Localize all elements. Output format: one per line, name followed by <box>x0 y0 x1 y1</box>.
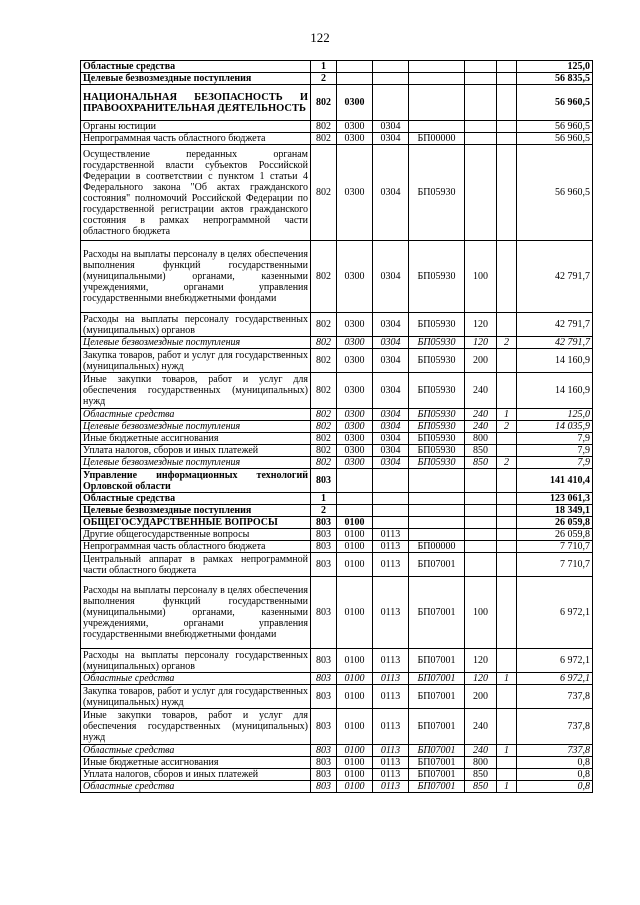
row-source-cell <box>497 649 517 673</box>
table-row <box>81 421 593 433</box>
row-subsection-cell: 0304 <box>373 313 409 337</box>
table-row <box>81 313 593 337</box>
row-expense-type-cell <box>465 133 497 145</box>
row-source-cell <box>497 541 517 553</box>
table-row <box>81 133 593 145</box>
row-expense-type-cell: 100 <box>465 577 497 649</box>
row-sum-cell: 14 160,9 <box>517 373 593 409</box>
row-expense-type-cell: 120 <box>465 313 497 337</box>
row-target-article-cell <box>409 493 465 505</box>
row-expense-type-cell: 850 <box>465 457 497 469</box>
row-section-cell: 0300 <box>337 373 373 409</box>
row-name-cell: Иные бюджетные ассигнования <box>81 433 311 445</box>
row-grbs-cell: 803 <box>311 517 337 529</box>
row-subsection-cell: 0304 <box>373 337 409 349</box>
row-section-cell: 0300 <box>337 241 373 313</box>
row-source-cell <box>497 685 517 709</box>
row-source-cell <box>497 493 517 505</box>
row-name-cell: Областные средства <box>81 409 311 421</box>
row-sum-cell: 737,8 <box>517 709 593 745</box>
row-subsection-cell: 0113 <box>373 769 409 781</box>
row-name-cell: Иные закупки товаров, работ и услуг для обеспечения государственных (муниципальных) нужд <box>81 709 311 745</box>
row-target-article-cell <box>409 85 465 121</box>
row-section-cell: 0100 <box>337 517 373 529</box>
row-name-cell: Иные бюджетные ассигнования <box>81 757 311 769</box>
row-name-cell: Расходы на выплаты персоналу государственных (муниципальных) органов <box>81 649 311 673</box>
row-section-cell: 0100 <box>337 757 373 769</box>
row-grbs-cell: 802 <box>311 373 337 409</box>
table-row <box>81 409 593 421</box>
row-grbs-cell: 802 <box>311 241 337 313</box>
table-row <box>81 709 593 745</box>
row-source-cell: 2 <box>497 337 517 349</box>
row-target-article-cell: БП07001 <box>409 709 465 745</box>
row-section-cell: 0300 <box>337 421 373 433</box>
row-expense-type-cell <box>465 61 497 73</box>
row-target-article-cell: БП07001 <box>409 745 465 757</box>
row-subsection-cell <box>373 505 409 517</box>
row-name-cell: Целевые безвозмездные поступления <box>81 73 311 85</box>
row-name-cell: НАЦИОНАЛЬНАЯ БЕЗОПАСНОСТЬ И ПРАВООХРАНИТЕЛЬНАЯ ДЕЯТЕЛЬНОСТЬ <box>81 85 311 121</box>
row-name-cell: Целевые безвозмездные поступления <box>81 505 311 517</box>
row-section-cell <box>337 61 373 73</box>
row-subsection-cell: 0113 <box>373 757 409 769</box>
table-row <box>81 745 593 757</box>
row-sum-cell: 14 160,9 <box>517 349 593 373</box>
row-name-cell: Уплата налогов, сборов и иных платежей <box>81 769 311 781</box>
row-target-article-cell: БП05930 <box>409 241 465 313</box>
row-grbs-cell: 803 <box>311 757 337 769</box>
row-target-article-cell: БП05930 <box>409 421 465 433</box>
row-section-cell: 0300 <box>337 349 373 373</box>
row-grbs-cell: 802 <box>311 433 337 445</box>
row-expense-type-cell: 120 <box>465 673 497 685</box>
row-target-article-cell: БП05930 <box>409 445 465 457</box>
row-sum-cell: 56 960,5 <box>517 133 593 145</box>
row-grbs-cell: 802 <box>311 121 337 133</box>
row-name-cell: Целевые безвозмездные поступления <box>81 421 311 433</box>
row-expense-type-cell: 850 <box>465 781 497 793</box>
table-row <box>81 781 593 793</box>
row-target-article-cell: БП05930 <box>409 145 465 241</box>
row-target-article-cell: БП05930 <box>409 409 465 421</box>
row-source-cell <box>497 553 517 577</box>
row-section-cell: 0300 <box>337 337 373 349</box>
row-source-cell <box>497 133 517 145</box>
row-subsection-cell: 0113 <box>373 553 409 577</box>
row-target-article-cell: БП00000 <box>409 541 465 553</box>
row-name-cell: Областные средства <box>81 673 311 685</box>
row-target-article-cell <box>409 73 465 85</box>
row-source-cell <box>497 349 517 373</box>
row-sum-cell: 141 410,4 <box>517 469 593 493</box>
row-sum-cell: 26 059,8 <box>517 529 593 541</box>
row-target-article-cell: БП07001 <box>409 673 465 685</box>
row-section-cell: 0100 <box>337 553 373 577</box>
row-name-cell: Областные средства <box>81 745 311 757</box>
page-number: 122 <box>310 30 330 45</box>
row-subsection-cell: 0304 <box>373 121 409 133</box>
row-grbs-cell: 802 <box>311 421 337 433</box>
row-grbs-cell: 802 <box>311 133 337 145</box>
row-grbs-cell: 802 <box>311 313 337 337</box>
row-target-article-cell: БП05930 <box>409 349 465 373</box>
row-source-cell <box>497 445 517 457</box>
row-expense-type-cell <box>465 553 497 577</box>
row-name-cell: Органы юстиции <box>81 121 311 133</box>
table-row <box>81 553 593 577</box>
row-subsection-cell <box>373 85 409 121</box>
row-target-article-cell <box>409 469 465 493</box>
row-target-article-cell: БП07001 <box>409 757 465 769</box>
row-subsection-cell <box>373 493 409 505</box>
table-row <box>81 757 593 769</box>
row-section-cell: 0300 <box>337 445 373 457</box>
row-subsection-cell: 0113 <box>373 685 409 709</box>
row-name-cell: Закупка товаров, работ и услуг для государственных (муниципальных) нужд <box>81 685 311 709</box>
table-row <box>81 373 593 409</box>
table-row <box>81 337 593 349</box>
row-sum-cell: 7 710,7 <box>517 541 593 553</box>
row-sum-cell: 7,9 <box>517 445 593 457</box>
row-subsection-cell: 0304 <box>373 445 409 457</box>
row-section-cell: 0300 <box>337 133 373 145</box>
row-subsection-cell: 0113 <box>373 577 409 649</box>
row-name-cell: Центральный аппарат в рамках непрограммной части областного бюджета <box>81 553 311 577</box>
row-name-cell: Непрограммная часть областного бюджета <box>81 541 311 553</box>
row-subsection-cell: 0304 <box>373 349 409 373</box>
table-row <box>81 469 593 493</box>
row-grbs-cell: 803 <box>311 649 337 673</box>
row-sum-cell: 26 059,8 <box>517 517 593 529</box>
row-section-cell: 0300 <box>337 313 373 337</box>
row-grbs-cell: 803 <box>311 673 337 685</box>
row-source-cell <box>497 373 517 409</box>
row-expense-type-cell: 800 <box>465 757 497 769</box>
row-subsection-cell: 0113 <box>373 781 409 793</box>
row-sum-cell: 42 791,7 <box>517 337 593 349</box>
table-row <box>81 61 593 73</box>
row-source-cell <box>497 469 517 493</box>
row-name-cell: Областные средства <box>81 61 311 73</box>
row-name-cell: Целевые безвозмездные поступления <box>81 337 311 349</box>
row-name-cell: Областные средства <box>81 493 311 505</box>
row-source-cell <box>497 313 517 337</box>
row-source-cell: 1 <box>497 745 517 757</box>
row-section-cell: 0300 <box>337 409 373 421</box>
row-grbs-cell: 802 <box>311 349 337 373</box>
row-name-cell: Расходы на выплаты персоналу государственных (муниципальных) органов <box>81 313 311 337</box>
row-sum-cell: 737,8 <box>517 685 593 709</box>
row-source-cell: 2 <box>497 457 517 469</box>
row-section-cell: 0300 <box>337 85 373 121</box>
row-expense-type-cell <box>465 85 497 121</box>
row-source-cell <box>497 529 517 541</box>
table-row <box>81 673 593 685</box>
row-grbs-cell: 2 <box>311 73 337 85</box>
row-section-cell: 0100 <box>337 577 373 649</box>
row-expense-type-cell: 240 <box>465 709 497 745</box>
row-expense-type-cell: 850 <box>465 445 497 457</box>
row-subsection-cell: 0304 <box>373 421 409 433</box>
row-source-cell <box>497 241 517 313</box>
row-expense-type-cell <box>465 493 497 505</box>
row-source-cell <box>497 61 517 73</box>
row-sum-cell: 7,9 <box>517 433 593 445</box>
row-section-cell: 0100 <box>337 685 373 709</box>
row-name-cell: Закупка товаров, работ и услуг для государственных (муниципальных) нужд <box>81 349 311 373</box>
table-row <box>81 685 593 709</box>
row-sum-cell: 7 710,7 <box>517 553 593 577</box>
row-section-cell: 0300 <box>337 145 373 241</box>
row-sum-cell: 56 835,5 <box>517 73 593 85</box>
row-name-cell: Уплата налогов, сборов и иных платежей <box>81 445 311 457</box>
row-subsection-cell <box>373 469 409 493</box>
row-name-cell: Иные закупки товаров, работ и услуг для обеспечения государственных (муниципальных) нужд <box>81 373 311 409</box>
row-target-article-cell <box>409 517 465 529</box>
row-expense-type-cell <box>465 529 497 541</box>
row-grbs-cell: 802 <box>311 85 337 121</box>
row-sum-cell: 42 791,7 <box>517 241 593 313</box>
row-subsection-cell: 0113 <box>373 541 409 553</box>
row-grbs-cell: 803 <box>311 745 337 757</box>
row-subsection-cell: 0304 <box>373 373 409 409</box>
row-expense-type-cell: 240 <box>465 745 497 757</box>
row-source-cell <box>497 517 517 529</box>
row-expense-type-cell: 200 <box>465 685 497 709</box>
row-grbs-cell: 1 <box>311 61 337 73</box>
row-subsection-cell: 0304 <box>373 133 409 145</box>
row-expense-type-cell <box>465 469 497 493</box>
row-expense-type-cell: 850 <box>465 769 497 781</box>
row-grbs-cell: 802 <box>311 337 337 349</box>
row-expense-type-cell: 200 <box>465 349 497 373</box>
row-target-article-cell: БП05930 <box>409 313 465 337</box>
row-section-cell: 0100 <box>337 649 373 673</box>
row-grbs-cell: 802 <box>311 457 337 469</box>
row-subsection-cell: 0304 <box>373 457 409 469</box>
table-row <box>81 541 593 553</box>
table-row <box>81 241 593 313</box>
row-grbs-cell: 802 <box>311 409 337 421</box>
row-subsection-cell: 0304 <box>373 145 409 241</box>
row-sum-cell: 7,9 <box>517 457 593 469</box>
row-grbs-cell: 802 <box>311 445 337 457</box>
row-target-article-cell: БП07001 <box>409 781 465 793</box>
row-sum-cell: 125,0 <box>517 409 593 421</box>
row-expense-type-cell <box>465 121 497 133</box>
row-grbs-cell: 803 <box>311 529 337 541</box>
row-expense-type-cell <box>465 541 497 553</box>
row-sum-cell: 737,8 <box>517 745 593 757</box>
row-target-article-cell: БП05930 <box>409 337 465 349</box>
table-row <box>81 505 593 517</box>
row-source-cell: 2 <box>497 421 517 433</box>
row-target-article-cell <box>409 121 465 133</box>
row-name-cell: Целевые безвозмездные поступления <box>81 457 311 469</box>
row-section-cell: 0100 <box>337 529 373 541</box>
row-target-article-cell: БП07001 <box>409 577 465 649</box>
row-grbs-cell: 803 <box>311 685 337 709</box>
row-grbs-cell: 2 <box>311 505 337 517</box>
table-row <box>81 145 593 241</box>
row-source-cell <box>497 85 517 121</box>
row-grbs-cell: 803 <box>311 709 337 745</box>
row-subsection-cell <box>373 517 409 529</box>
row-subsection-cell <box>373 61 409 73</box>
row-sum-cell: 14 035,9 <box>517 421 593 433</box>
row-source-cell <box>497 709 517 745</box>
row-target-article-cell: БП05930 <box>409 457 465 469</box>
row-section-cell: 0300 <box>337 457 373 469</box>
row-target-article-cell: БП00000 <box>409 133 465 145</box>
row-source-cell <box>497 577 517 649</box>
table-row <box>81 493 593 505</box>
row-subsection-cell: 0113 <box>373 745 409 757</box>
row-section-cell: 0300 <box>337 121 373 133</box>
row-section-cell: 0100 <box>337 541 373 553</box>
row-expense-type-cell: 100 <box>465 241 497 313</box>
row-subsection-cell: 0113 <box>373 709 409 745</box>
row-section-cell: 0300 <box>337 433 373 445</box>
row-expense-type-cell: 240 <box>465 421 497 433</box>
row-target-article-cell <box>409 529 465 541</box>
row-subsection-cell: 0304 <box>373 409 409 421</box>
row-name-cell: Расходы на выплаты персоналу в целях обеспечения выполнения функций государственными (муниципальными) органами, казенными учреждениями, органами управления государственными внебюджетными фондами <box>81 577 311 649</box>
row-sum-cell: 0,8 <box>517 769 593 781</box>
row-name-cell: Непрограммная часть областного бюджета <box>81 133 311 145</box>
row-expense-type-cell: 800 <box>465 433 497 445</box>
row-section-cell <box>337 505 373 517</box>
row-expense-type-cell: 120 <box>465 649 497 673</box>
row-target-article-cell: БП07001 <box>409 769 465 781</box>
table-row <box>81 445 593 457</box>
row-sum-cell: 18 349,1 <box>517 505 593 517</box>
row-expense-type-cell: 240 <box>465 409 497 421</box>
row-target-article-cell: БП07001 <box>409 553 465 577</box>
row-sum-cell: 56 960,5 <box>517 85 593 121</box>
row-grbs-cell: 1 <box>311 493 337 505</box>
row-sum-cell: 6 972,1 <box>517 673 593 685</box>
row-grbs-cell: 803 <box>311 469 337 493</box>
table-row <box>81 433 593 445</box>
table-row <box>81 577 593 649</box>
row-source-cell <box>497 769 517 781</box>
row-name-cell: Другие общегосударственные вопросы <box>81 529 311 541</box>
table-row <box>81 85 593 121</box>
row-target-article-cell: БП05930 <box>409 433 465 445</box>
row-sum-cell: 125,0 <box>517 61 593 73</box>
budget-table <box>80 60 593 793</box>
row-sum-cell: 56 960,5 <box>517 121 593 133</box>
row-source-cell: 1 <box>497 673 517 685</box>
row-sum-cell: 0,8 <box>517 781 593 793</box>
row-target-article-cell <box>409 61 465 73</box>
table-row <box>81 457 593 469</box>
row-expense-type-cell <box>465 145 497 241</box>
row-name-cell: Расходы на выплаты персоналу в целях обеспечения выполнения функций государственными (муниципальными) органами, казенными учреждениями, органами управления государственными внебюджетными фондами <box>81 241 311 313</box>
row-subsection-cell <box>373 73 409 85</box>
table-row <box>81 769 593 781</box>
row-grbs-cell: 803 <box>311 553 337 577</box>
row-subsection-cell: 0304 <box>373 241 409 313</box>
row-subsection-cell: 0304 <box>373 433 409 445</box>
row-grbs-cell: 803 <box>311 769 337 781</box>
row-section-cell <box>337 73 373 85</box>
table-row <box>81 649 593 673</box>
row-name-cell: ОБЩЕГОСУДАРСТВЕННЫЕ ВОПРОСЫ <box>81 517 311 529</box>
row-section-cell <box>337 493 373 505</box>
budget-table-body <box>81 61 593 793</box>
row-name-cell: Областные средства <box>81 781 311 793</box>
row-expense-type-cell: 240 <box>465 373 497 409</box>
row-sum-cell: 6 972,1 <box>517 577 593 649</box>
row-source-cell <box>497 73 517 85</box>
table-row <box>81 517 593 529</box>
row-subsection-cell: 0113 <box>373 529 409 541</box>
row-source-cell <box>497 145 517 241</box>
row-expense-type-cell <box>465 73 497 85</box>
row-target-article-cell: БП07001 <box>409 649 465 673</box>
row-sum-cell: 56 960,5 <box>517 145 593 241</box>
row-subsection-cell: 0113 <box>373 649 409 673</box>
row-section-cell: 0100 <box>337 709 373 745</box>
row-target-article-cell: БП05930 <box>409 373 465 409</box>
row-grbs-cell: 803 <box>311 781 337 793</box>
table-row <box>81 121 593 133</box>
row-name-cell: Осуществление переданных органам государственной власти субъектов Российской Федерации в соответствии с пунктом 1 статьи 4 Федерального закона "Об актах гражданского состояния" полномочий Российской Федерации по государственной регистрации актов гражданского состояния в рамках непрограммной части областного бюджета <box>81 145 311 241</box>
table-row <box>81 73 593 85</box>
row-expense-type-cell <box>465 505 497 517</box>
row-section-cell: 0100 <box>337 781 373 793</box>
row-section-cell: 0100 <box>337 673 373 685</box>
row-name-cell: Управление информационных технологий Орловской области <box>81 469 311 493</box>
row-grbs-cell: 803 <box>311 541 337 553</box>
row-sum-cell: 0,8 <box>517 757 593 769</box>
row-section-cell: 0100 <box>337 745 373 757</box>
row-subsection-cell: 0113 <box>373 673 409 685</box>
row-expense-type-cell: 120 <box>465 337 497 349</box>
row-sum-cell: 6 972,1 <box>517 649 593 673</box>
table-row <box>81 529 593 541</box>
row-source-cell: 1 <box>497 409 517 421</box>
table-row <box>81 349 593 373</box>
row-target-article-cell: БП07001 <box>409 685 465 709</box>
row-grbs-cell: 803 <box>311 577 337 649</box>
row-source-cell <box>497 757 517 769</box>
row-sum-cell: 123 061,3 <box>517 493 593 505</box>
row-source-cell <box>497 121 517 133</box>
row-source-cell <box>497 505 517 517</box>
row-source-cell: 1 <box>497 781 517 793</box>
row-section-cell: 0100 <box>337 769 373 781</box>
row-grbs-cell: 802 <box>311 145 337 241</box>
row-section-cell <box>337 469 373 493</box>
row-target-article-cell <box>409 505 465 517</box>
row-sum-cell: 42 791,7 <box>517 313 593 337</box>
row-source-cell <box>497 433 517 445</box>
row-expense-type-cell <box>465 517 497 529</box>
